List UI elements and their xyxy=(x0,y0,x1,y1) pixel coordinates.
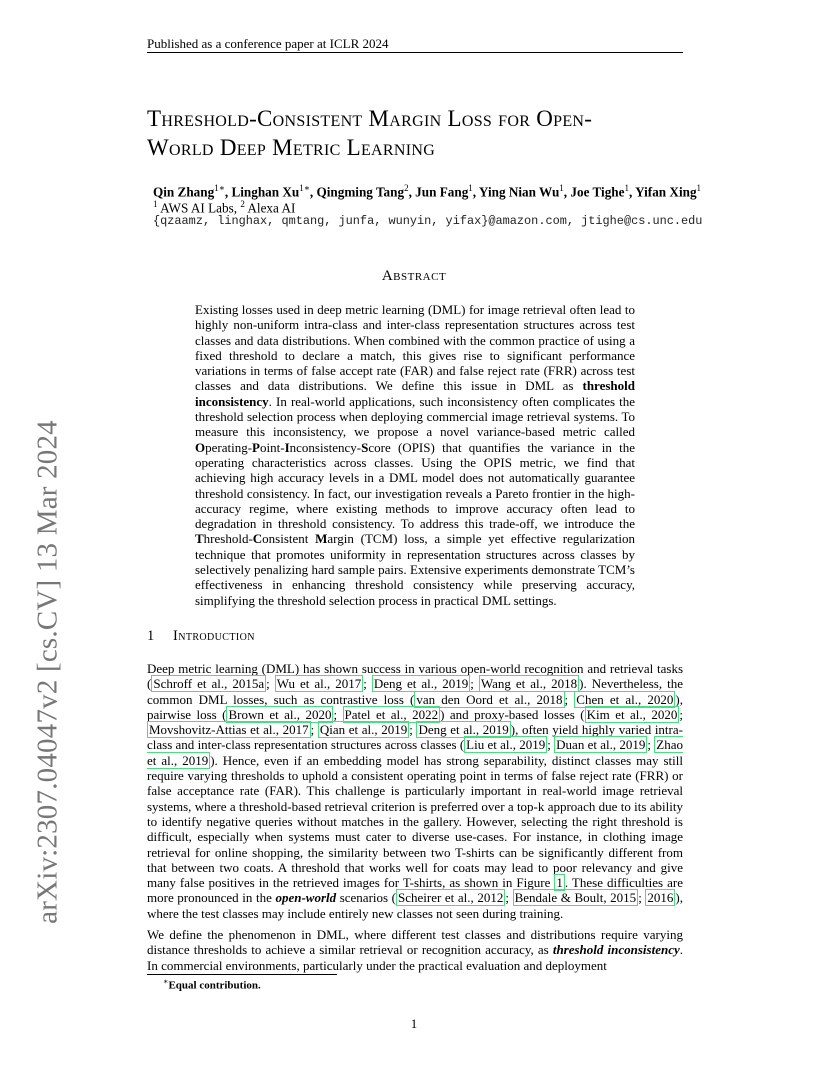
page-number: 1 xyxy=(410,1016,418,1031)
author-mark: 1 xyxy=(559,183,564,193)
author-mark: 1 xyxy=(624,183,629,193)
author-mark: 1∗ xyxy=(214,183,225,193)
body-text: ). Nevertheless, the common DML losses, such as contrastive loss ( xyxy=(147,676,683,707)
affiliation: AWS AI Labs, xyxy=(157,200,241,216)
author-name: Qin Zhang xyxy=(153,184,215,200)
citation-link[interactable]: Bendale & Boult, 2015 xyxy=(514,890,637,906)
footnote-mark: ∗ xyxy=(163,977,169,986)
citation-separator: ; xyxy=(266,676,275,692)
author-mark: 2 xyxy=(404,183,409,193)
acronym-part: core xyxy=(368,439,391,455)
citation-separator: ; xyxy=(638,890,646,906)
citation-separator: ; xyxy=(363,676,372,692)
header-rule xyxy=(147,52,683,53)
author-separator: , xyxy=(629,184,636,200)
citation-separator: ; xyxy=(409,722,417,738)
citation-link[interactable]: Kim et al., 2020 xyxy=(586,706,678,722)
citation-separator: ; xyxy=(333,706,343,722)
citation-link[interactable]: Brown et al., 2020 xyxy=(228,706,332,722)
citation-link[interactable]: Duan et al., 2019 xyxy=(556,737,646,753)
body-text: ), often yield highly varied intra-class and inter-class representation structures across classes ( xyxy=(147,722,683,753)
citation-link[interactable]: Zhao et al., 2019 xyxy=(147,737,683,768)
citation-separator: ; xyxy=(564,691,575,707)
citation-separator: ; xyxy=(547,737,555,753)
acronym-letter: C xyxy=(252,531,263,547)
citation-separator: ; xyxy=(679,706,683,722)
acronym-letter: P xyxy=(252,439,260,455)
citation-link[interactable]: Liu et al., 2019 xyxy=(466,737,546,753)
section-title: Introduction xyxy=(173,628,255,644)
section-heading xyxy=(147,628,255,645)
citation-link[interactable]: Wu et al., 2017 xyxy=(276,676,362,692)
footnote-rule xyxy=(147,974,337,975)
author-separator: , xyxy=(224,184,232,200)
citation-link[interactable]: Chen et al., 2020 xyxy=(576,691,674,707)
author-name: Linghan Xu xyxy=(231,184,300,200)
citation-link[interactable]: Patel et al., 2022 xyxy=(344,706,439,722)
figure-link[interactable]: 1 xyxy=(556,875,563,891)
acronym-part: nconsistency- xyxy=(289,439,362,455)
citation-link[interactable]: Deng et al., 2019 xyxy=(373,676,469,692)
citation-separator: ; xyxy=(470,676,479,692)
citation-link[interactable]: Movshovitz-Attias et al., 2017 xyxy=(149,722,309,738)
abstract-text: Existing losses used in deep metric learning (DML) for image retrieval often lead to highly non-uniform intra-class and inter-class representation structures across test classes and data distributions. When combined with the common practice of using a fixed threshold to declare a match, this gives rise to significant performance variations in terms of false accept rate (FAR) and false reject rate (FRR) across test classes and data distributions. We define this issue in DML as xyxy=(195,302,635,394)
citation-link[interactable]: Schroff et al., 2015a xyxy=(153,676,265,692)
citation-separator: ; xyxy=(310,722,318,738)
author-separator: , xyxy=(563,184,571,200)
acronym-letter: S xyxy=(361,439,369,455)
author-mark: 1 xyxy=(468,183,473,193)
author-name: Yifan Xing xyxy=(635,184,697,200)
paragraph xyxy=(147,927,683,973)
citation-link[interactable]: Deng et al., 2019 xyxy=(418,722,509,738)
title-line-1: Threshold-Consistent Margin Loss for Open- xyxy=(147,106,593,131)
acronym-part: hreshold- xyxy=(203,531,253,547)
abstract-text: (OPIS) that quantifies the variance in the operating characteristics across classes. Using the OPIS metric, we find that achieving high accuracy levels in a DML model does not automatically guarantee threshold consistency. In fact, our investigation reveals a Pareto frontier in the high-accuracy regime, where existing methods to improve accuracy often lead to degradation in threshold consistency. To address this trade-off, we introduce the xyxy=(195,439,635,532)
body-text: ), pairwise loss ( xyxy=(147,691,683,722)
affiliation: Alexa AI xyxy=(244,200,296,216)
affiliations xyxy=(153,197,295,215)
body-text: ), where the test classes may include entirely new classes not seen during training. xyxy=(147,890,683,921)
acronym-part: oint- xyxy=(260,439,285,455)
author-name: Joe Tighe xyxy=(570,184,625,200)
citation-link[interactable]: Scheirer et al., 2012 xyxy=(398,890,504,906)
abstract-text: (TCM) loss, a simple yet effective regularization technique that promotes uniformity in representation structures across classes by selectively penalizing hard sample pairs. Extensive experiments demonstrate TCM’s effectiveness in enhancing threshold consistency while preserving accuracy, simplifying the threshold selection process in practical DML settings. xyxy=(195,531,635,608)
paragraph xyxy=(147,661,683,921)
acronym-letter: M xyxy=(315,531,328,547)
body-text: ) and proxy-based losses ( xyxy=(440,706,585,722)
running-header: Published as a conference paper at ICLR 2024 xyxy=(147,36,389,51)
section-number: 1 xyxy=(147,628,155,644)
body-text: Deep metric learning (DML) has shown success in various open-world recognition and retrieval tasks ( xyxy=(147,661,683,692)
body-text: . In commercial environments, particularly under the practical evaluation and deployment xyxy=(147,942,683,973)
author-separator: , xyxy=(408,184,416,200)
citation-link[interactable]: Wang et al., 2018 xyxy=(480,676,578,692)
author-separator: , xyxy=(309,184,317,200)
abstract-heading: Abstract xyxy=(381,268,447,284)
title-line-2: World Deep Metric Learning xyxy=(147,135,436,160)
acronym-part: onsistent xyxy=(262,531,316,547)
author-name: Ying Nian Wu xyxy=(478,184,560,200)
citation-link[interactable]: van den Oord et al., 2018 xyxy=(416,691,563,707)
body-emphasis: open-world xyxy=(275,890,337,906)
author-separator: , xyxy=(472,184,479,200)
author-mark: 1 xyxy=(696,183,702,193)
acronym-letter: T xyxy=(195,531,204,547)
citation-separator: ; xyxy=(505,890,513,906)
body-text: ). Hence, even if an embedding model has strong separability, distinct classes may still require varying thresholds to uphold a consistent operating point in terms of false reject rate (FRR) or false acceptance rate (FAR). This challenge is particularly important in real-world image retrieval systems, where a threshold-based retrieval criterion is preferred over a top-k approach due to its ability to identify negative queries without matches in the gallery. However, selecting the right threshold is difficult, especially when systems must cater to diverse use-cases. For instance, in clothing image retrieval for online shopping, the similarity between two T-shirts can be significantly different from that between two coats. A threshold that works well for coats may lead to poor relevancy and give many false positives in the retrieved images for T-shirts, as shown in Figure xyxy=(147,752,684,891)
footnote-text: Equal contribution. xyxy=(168,979,261,992)
acronym-letter: I xyxy=(284,439,290,455)
body-text: scenarios ( xyxy=(336,890,396,906)
affiliation-mark: 2 xyxy=(240,199,245,209)
citation-separator: ; xyxy=(647,737,655,753)
citation-link[interactable]: 2016 xyxy=(647,890,674,906)
arxiv-identifier: arXiv:2307.04047v2 [cs.CV] 13 Mar 2024 xyxy=(31,420,64,924)
citation-link[interactable]: Qian et al., 2019 xyxy=(319,722,408,738)
author-mark: 1∗ xyxy=(299,183,310,193)
paper-title xyxy=(147,104,707,162)
author-name: Jun Fang xyxy=(415,184,469,200)
acronym-letter: O xyxy=(195,439,206,455)
body-text: We define the phenomenon in DML, where different test classes and distributions require varying distance thresholds to achieve a similar retrieval or recognition accuracy, as xyxy=(147,927,683,958)
acronym-part: argin xyxy=(327,531,354,547)
abstract-emphasis: threshold inconsistency xyxy=(195,378,635,409)
acronym-part: perating- xyxy=(205,439,253,455)
author-name: Qingming Tang xyxy=(316,184,405,200)
introduction-body xyxy=(147,661,683,979)
abstract-text: . In real-world applications, such inconsistency often complicates the threshold selection process when deploying commercial image retrieval systems. To measure this inconsistency, we propose a novel variance-based metric called xyxy=(195,393,635,440)
body-emphasis: threshold inconsistency xyxy=(552,942,680,958)
affiliation-mark: 1 xyxy=(153,199,158,209)
footnote xyxy=(163,977,261,992)
abstract-body xyxy=(195,302,635,608)
body-text: . These difficulties are more pronounced in the xyxy=(147,875,683,906)
author-emails: {qzaamz, linghax, qmtang, junfa, wunyin, yifax}@amazon.com, jtighe@cs.unc.edu xyxy=(153,214,703,228)
